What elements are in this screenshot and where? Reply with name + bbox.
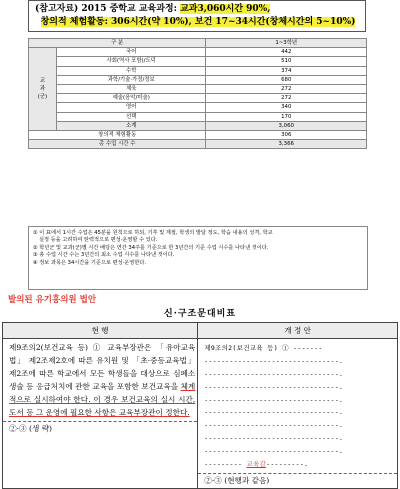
- revised-dash-line: --------------------------------.: [204, 421, 344, 430]
- current-law-tail: ②·③ (생 략): [9, 424, 53, 434]
- table-row: [29, 48, 367, 57]
- note-1b: 실정 등을 고려하여 탄력적으로 편성·운영할 수 있다.: [39, 237, 158, 244]
- col-revised: 개 정 안: [198, 323, 398, 339]
- hours-cell: 442: [206, 48, 367, 57]
- note-2: ② 학년군 및 교과(군)별 시간 배당은 연간 34주를 기준으로 한 3년간의 기준 수업 시수를 나타낸 것이다.: [33, 244, 269, 251]
- creative-activity-row: [29, 130, 367, 139]
- hours-cell: 272: [206, 84, 367, 93]
- revised-law-tail: ②·③ (현행과 같음): [204, 475, 270, 485]
- table-row: [29, 103, 367, 112]
- subtotal-label: 소계: [56, 121, 206, 130]
- subject-cell: 체육: [56, 84, 206, 93]
- hours-cell: 272: [206, 94, 367, 103]
- subject-cell: 과학/기술·가정/정보: [56, 75, 206, 84]
- table-row: [29, 57, 367, 66]
- hours-cell: 170: [206, 112, 367, 121]
- table-row: [29, 84, 367, 93]
- revised-dash-line: --------------------------------.: [204, 382, 344, 391]
- table-notes: [28, 226, 368, 290]
- table-row: [29, 112, 367, 121]
- header-line-2: [35, 16, 361, 29]
- header-line-1-highlight: 교과3,060시간 90%,: [180, 4, 271, 14]
- revised-dash-line: --------------------------------.: [204, 408, 344, 417]
- col-grade-hours: 1~3학년: [206, 39, 367, 48]
- total-row: [29, 140, 367, 149]
- col-category: 구 분: [29, 39, 206, 48]
- subject-cell: 선택: [56, 112, 206, 121]
- comparison-body-row: [3, 339, 398, 489]
- table-row: [29, 66, 367, 75]
- col-current: 현 행: [3, 323, 198, 339]
- revised-law-cell: [198, 339, 398, 489]
- header-line-1-prefix: (참고자료) 2015 중학교 교육과정:: [35, 4, 181, 14]
- revised-last-line: [204, 458, 395, 471]
- hours-cell: 340: [206, 103, 367, 112]
- proposal-title: 발의된 유기홍의원 법안: [8, 295, 97, 305]
- total-label: 총 수업 시간 수: [29, 140, 206, 149]
- comparison-header-row: [3, 323, 398, 339]
- subject-cell: 수학: [56, 66, 206, 75]
- creative-activity-label: 창의적 체험활동: [29, 130, 206, 139]
- hours-cell: 680: [206, 75, 367, 84]
- revised-dash-line: --------------------------------.: [204, 447, 344, 456]
- current-law-underlined: 체계적으로 실시하여야 한다. 이 경우 보건교육의 실시 시간, 도서 등 그 운영에 필요한 사항은 교육부장관이 정한다.: [9, 381, 196, 417]
- header-line-2-health: , 보건 17~34시간(창체시간의 5~10%): [188, 17, 356, 27]
- divider: [3, 421, 197, 422]
- table-row: [29, 94, 367, 103]
- revised-dash-line: --------------------------------.: [204, 395, 344, 404]
- revised-dash-line: --------------------------------.: [204, 356, 344, 365]
- comparison-title: 신·구조문대비표: [164, 309, 236, 319]
- subtotal-value: 3,060: [206, 121, 367, 130]
- revised-last-prefix: ---------: [204, 460, 247, 469]
- total-value: 3,366: [206, 140, 367, 149]
- subject-cell: 국어: [56, 48, 206, 57]
- subject-cell: 영어: [56, 103, 206, 112]
- note-4: ④ 정보 과목은 34시간을 기준으로 편성·운영한다.: [33, 259, 146, 266]
- note-1a: ① 이 표에서 1시간 수업은 45분을 원칙으로 하되, 기후 및 계절, 학생의 발달 정도, 학습 내용의 성격, 학교: [33, 230, 273, 236]
- curriculum-hours-table: [28, 38, 367, 149]
- subject-cell: 예술(음악/미술): [56, 94, 206, 103]
- comparison-table: [2, 322, 398, 489]
- current-law-cell: [3, 339, 198, 489]
- note-3: ③ 총 수업 시간 수는 3년간의 최소 수업 시수를 나타낸 것이다.: [33, 252, 175, 259]
- current-law-text: 제9조의2(보건교육 등) ① 교육부장관은 「유아교육법」 제2조제2호에 따른 유치원 및 「초·중등교육법」 제2조에 따른 학교에서 모든 학생들을 대상으로 심폐소생술 등 응급처치에 관한 교육을 포함한 보건교육을: [9, 343, 196, 391]
- revised-last-suffix: ---------.: [266, 460, 309, 469]
- subtotal-row: [29, 121, 367, 130]
- creative-activity-value: 306: [206, 130, 367, 139]
- hours-table-header-row: [29, 39, 367, 48]
- subject-cell: 사회(역사 포함)/도덕: [56, 57, 206, 66]
- divider: [198, 473, 397, 474]
- reference-header: [28, 0, 366, 32]
- hours-cell: 510: [206, 57, 367, 66]
- hours-cell: 374: [206, 66, 367, 75]
- header-line-2-creative: 창의적 체험활동: 306시간(약 10%): [40, 17, 189, 27]
- revised-dash-line: --------------------------------.: [204, 369, 344, 378]
- revised-dash-line: --------------------------------.: [204, 434, 344, 443]
- subject-group-label: 교 과 (군): [29, 48, 57, 131]
- revised-superintendent: 교육감: [246, 460, 267, 469]
- revised-head: 제9조의2(보건교육 등) ① -------: [204, 344, 323, 352]
- table-row: [29, 75, 367, 84]
- header-line-1: [35, 3, 361, 16]
